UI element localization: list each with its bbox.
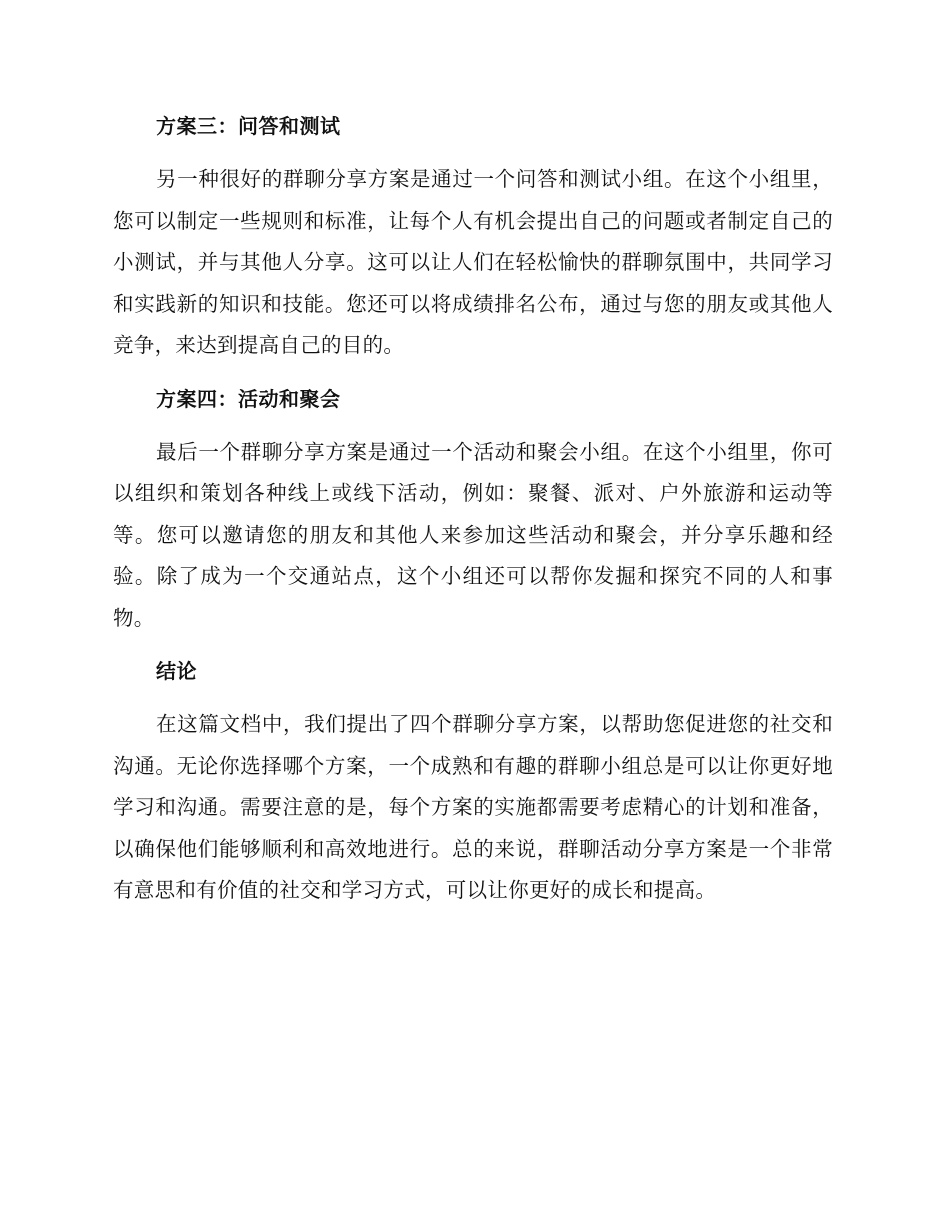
section-plan-three — [113, 106, 833, 367]
section-heading: 结论 — [156, 659, 197, 683]
section-heading: 方案三：问答和测试 — [156, 114, 341, 138]
section-conclusion — [113, 651, 833, 912]
section-heading: 方案四：活动和聚会 — [156, 386, 341, 411]
document-content — [113, 106, 833, 924]
section-paragraph: 在这篇文档中，我们提出了四个群聊分享方案，以帮助您促进您的社交和沟通。无论你选择哪个方案，一个成熟和有趣的群聊小组总是可以让你更好地学习和沟通。需要注意的是，每个方案的实施都需要考虑精心的计划和准备，以确保他们能够顺利和高效地进行。总的来说，群聊活动分享方案是一个非常有意思和有价值的社交和学习方式，可以让你更好的成长和提高。 — [113, 712, 833, 902]
section-plan-four — [113, 379, 833, 640]
section-paragraph: 最后一个群聊分享方案是通过一个活动和聚会小组。在这个小组里，你可以组织和策划各种线上或线下活动，例如：聚餐、派对、户外旅游和运动等等。您可以邀请您的朋友和其他人来参加这些活动和聚会，并分享乐趣和经验。除了成为一个交通站点，这个小组还可以帮你发掘和探究不同的人和事物。 — [113, 439, 833, 630]
section-paragraph: 另一种很好的群聊分享方案是通过一个问答和测试小组。在这个小组里，您可以制定一些规则和标准，让每个人有机会提出自己的问题或者制定自己的小测试，并与其他人分享。这可以让人们在轻松愉快的群聊氛围中，共同学习和实践新的知识和技能。您还可以将成绩排名公布，通过与您的朋友或其他人竞争，来达到提高自己的目的。 — [113, 167, 833, 357]
